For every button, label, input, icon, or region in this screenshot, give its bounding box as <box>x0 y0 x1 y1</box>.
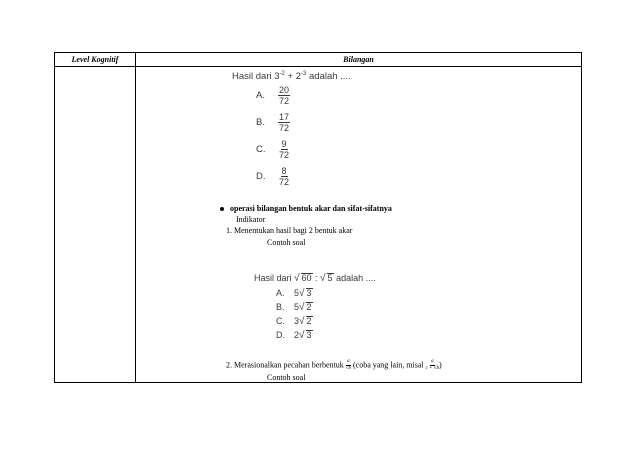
option-label: C. <box>256 144 266 155</box>
item2-prefix: 2. Merasionalkan pecahan berbentuk <box>226 360 344 370</box>
option-label: A. <box>276 288 285 298</box>
table-row <box>55 67 582 383</box>
option-label: B. <box>256 117 265 128</box>
q1-option-a <box>256 85 290 106</box>
indikator-item-2 <box>226 359 442 372</box>
q2-stem-suffix: adalah .... <box>333 273 376 283</box>
option-label: A. <box>256 90 265 101</box>
q1-option-d <box>256 166 290 187</box>
option-radicand: 3 <box>306 330 312 340</box>
fraction-numerator: 20 <box>279 85 290 95</box>
option-coefficient: 5 <box>294 302 300 312</box>
q2-radicand1: 60 <box>301 273 312 283</box>
header-bilangan: Bilangan <box>136 53 582 67</box>
q1-stem-suffix: adalah .... <box>306 71 351 83</box>
bilangan-cell <box>136 67 582 383</box>
q2-option-d <box>276 330 313 341</box>
sqrt-icon: √ <box>299 288 305 299</box>
section-bullet <box>220 204 392 213</box>
option-radicand: 2 <box>306 316 312 326</box>
level-cell <box>55 67 136 383</box>
item2-suffix: ) <box>438 360 442 370</box>
fraction-numerator: 17 <box>279 112 290 122</box>
item2-middle: (coba yang lain, misal <box>352 360 426 370</box>
option-coefficient: 3 <box>294 316 300 326</box>
option-fraction <box>278 139 290 160</box>
sqrt-icon: √ <box>299 302 305 313</box>
option-fraction <box>278 166 290 187</box>
fraction-denominator: √b <box>345 366 351 371</box>
question2-stem <box>254 273 376 284</box>
contoh-soal-label-2: Contoh soal <box>267 373 306 382</box>
q1-exp2: -3 <box>301 71 307 77</box>
fraction-a-over-root-b <box>346 359 351 372</box>
sqrt-icon: √ <box>299 316 305 327</box>
fraction-denominator: 72 <box>279 123 290 133</box>
q1-plus: + <box>284 71 296 83</box>
option-fraction <box>278 85 290 106</box>
cell-content <box>136 67 581 382</box>
question1-stem <box>232 71 351 82</box>
content-table <box>54 52 582 383</box>
q2-stem-prefix: Hasil dari <box>254 273 295 283</box>
option-coefficient: 5 <box>294 288 300 298</box>
contoh-soal-label-1: Contoh soal <box>267 238 306 247</box>
indikator-item-1: 1. Menentukan hasil bagi 2 bentuk akar <box>226 226 353 235</box>
fraction-denominator: c + √b <box>425 366 439 371</box>
table-header-row <box>55 53 582 67</box>
option-label: D. <box>256 171 266 182</box>
bullet-icon <box>220 207 224 211</box>
q1-base2: 2 <box>295 71 302 83</box>
fraction-numerator: a <box>347 359 350 364</box>
q1-base1: 3 <box>274 71 280 83</box>
q1-option-b <box>256 112 290 133</box>
bullet-text: operasi bilangan bentuk akar dan sifat-sifatnya <box>230 204 392 213</box>
sqrt-icon: √ <box>299 330 305 341</box>
q1-stem-prefix: Hasil dari <box>232 71 275 83</box>
fraction-denominator: 72 <box>279 150 290 160</box>
q2-divide: : <box>312 273 321 283</box>
option-label: D. <box>276 330 285 340</box>
fraction-a-over-c-plus-root-b <box>426 359 439 372</box>
sqrt-icon: √ <box>320 273 326 284</box>
option-fraction <box>278 112 290 133</box>
fraction-denominator: 72 <box>279 177 290 187</box>
option-label: C. <box>276 316 285 326</box>
option-radicand: 2 <box>306 302 312 312</box>
header-level-kognitif: Level Kognitif <box>55 53 136 67</box>
q2-option-c <box>276 316 313 327</box>
q2-option-b <box>276 302 313 313</box>
fraction-numerator: a <box>431 359 434 364</box>
fraction-numerator: 8 <box>281 166 287 176</box>
option-coefficient: 2 <box>294 330 300 340</box>
q1-exp1: -2 <box>279 71 285 77</box>
fraction-denominator: 72 <box>279 96 290 106</box>
indikator-label: Indikator <box>236 215 266 224</box>
q2-option-a <box>276 288 313 299</box>
q2-radicand2: 5 <box>327 273 333 283</box>
fraction-numerator: 9 <box>281 139 287 149</box>
q1-option-c <box>256 139 290 160</box>
option-label: B. <box>276 302 285 312</box>
sqrt-icon: √ <box>294 273 300 284</box>
option-radicand: 3 <box>306 288 312 298</box>
